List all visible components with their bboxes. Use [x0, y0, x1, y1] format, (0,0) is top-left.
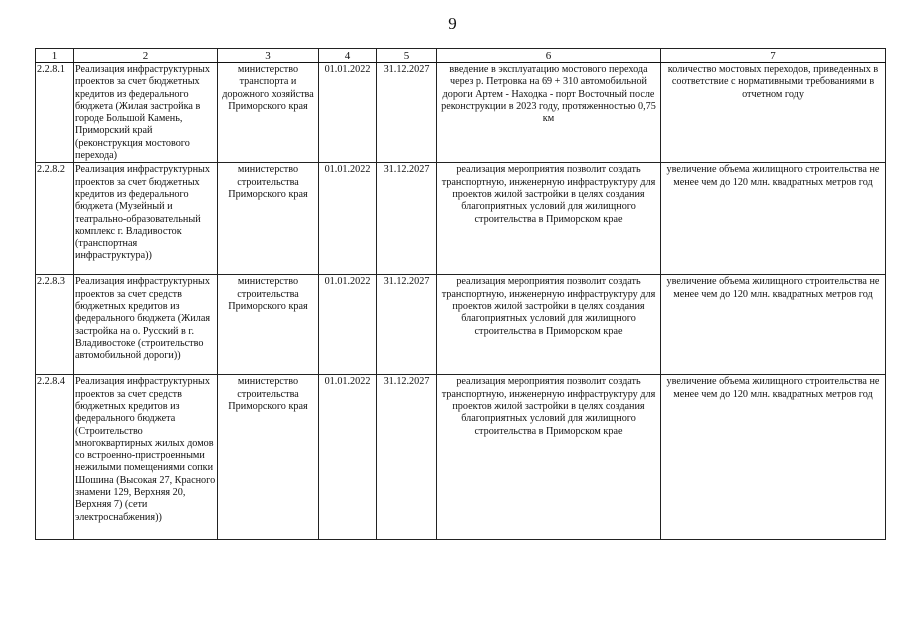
measure-executor: министерство строительства Приморского края: [218, 375, 319, 540]
measure-indicator: увеличение объема жилищного строительства не менее чем до 120 млн. квадратных метров год: [661, 375, 886, 540]
measure-start-date: 01.01.2022: [319, 63, 377, 163]
measure-end-date: 31.12.2027: [377, 63, 437, 163]
table-row: [36, 63, 886, 163]
measure-expected-result: реализация мероприятия позволит создать транспортную, инженерную инфраструктуру для проектов жилой застройки в целях создания благоприятных условий для жилищного строительства в Приморском крае: [437, 163, 661, 275]
measure-indicator: увеличение объема жилищного строительства не менее чем до 120 млн. квадратных метров год: [661, 163, 886, 275]
column-header: 4: [319, 49, 377, 63]
measure-start-date: 01.01.2022: [319, 275, 377, 375]
measure-number: 2.2.8.2: [36, 163, 74, 275]
measure-expected-result: реализация мероприятия позволит создать транспортную, инженерную инфраструктуру для проектов жилой застройки в целях создания благоприятных условий для жилищного строительства в Приморском крае: [437, 275, 661, 375]
table-row: [36, 163, 886, 275]
measure-expected-result: введение в эксплуатацию мостового перехода через р. Петровка на 69 + 310 автомобильной дороги Артем - Находка - порт Восточный после реконструкции в 2023 году, протяженностью 0,75 км: [437, 63, 661, 163]
page-number: 9: [448, 14, 457, 33]
measure-indicator: увеличение объема жилищного строительства не менее чем до 120 млн. квадратных метров год: [661, 275, 886, 375]
column-header: 2: [74, 49, 218, 63]
program-measures-table: [35, 48, 886, 540]
table-row: [36, 375, 886, 540]
measure-name: Реализация инфраструктурных проектов за счет средств бюджетных кредитов из федерального бюджета (Строительство многоквартирных жилых домов со встроенно-пристроенными нежилыми помещениями сопки Шошина (Высокая 27, Красного знамени 129, Верхняя 20, Верхняя 7) (сети электроснабжения)): [74, 375, 218, 540]
measure-number: 2.2.8.3: [36, 275, 74, 375]
column-header: 1: [36, 49, 74, 63]
measure-start-date: 01.01.2022: [319, 163, 377, 275]
table-header-row: [36, 49, 886, 63]
column-header: 5: [377, 49, 437, 63]
measure-name: Реализация инфраструктурных проектов за счет бюджетных кредитов из федерального бюджета (Музейный и театрально-образовательный комплекс г. Владивосток (транспортная инфраструктура)): [74, 163, 218, 275]
measure-executor: министерство транспорта и дорожного хозяйства Приморского края: [218, 63, 319, 163]
column-header: 6: [437, 49, 661, 63]
table-row: [36, 275, 886, 375]
measure-start-date: 01.01.2022: [319, 375, 377, 540]
column-header: 7: [661, 49, 886, 63]
measure-end-date: 31.12.2027: [377, 275, 437, 375]
measure-name: Реализация инфраструктурных проектов за счет бюджетных кредитов из федерального бюджета (Жилая застройка в городе Большой Камень, Приморский край (реконструкция мостового перехода): [74, 63, 218, 163]
measure-name: Реализация инфраструктурных проектов за счет средств бюджетных кредитов из федерального бюджета (Жилая застройка на о. Русский в г. Владивостоке (строительство автомобильной дороги)): [74, 275, 218, 375]
measure-executor: министерство строительства Приморского края: [218, 275, 319, 375]
measure-end-date: 31.12.2027: [377, 163, 437, 275]
measure-indicator: количество мостовых переходов, приведенных в соответствие с нормативными требованиями в отчетном году: [661, 63, 886, 163]
measure-number: 2.2.8.1: [36, 63, 74, 163]
measure-expected-result: реализация мероприятия позволит создать транспортную, инженерную инфраструктуру для проектов жилой застройки в целях создания благоприятных условий для жилищного строительства в Приморском крае: [437, 375, 661, 540]
column-header: 3: [218, 49, 319, 63]
measure-executor: министерство строительства Приморского края: [218, 163, 319, 275]
measure-end-date: 31.12.2027: [377, 375, 437, 540]
measure-number: 2.2.8.4: [36, 375, 74, 540]
